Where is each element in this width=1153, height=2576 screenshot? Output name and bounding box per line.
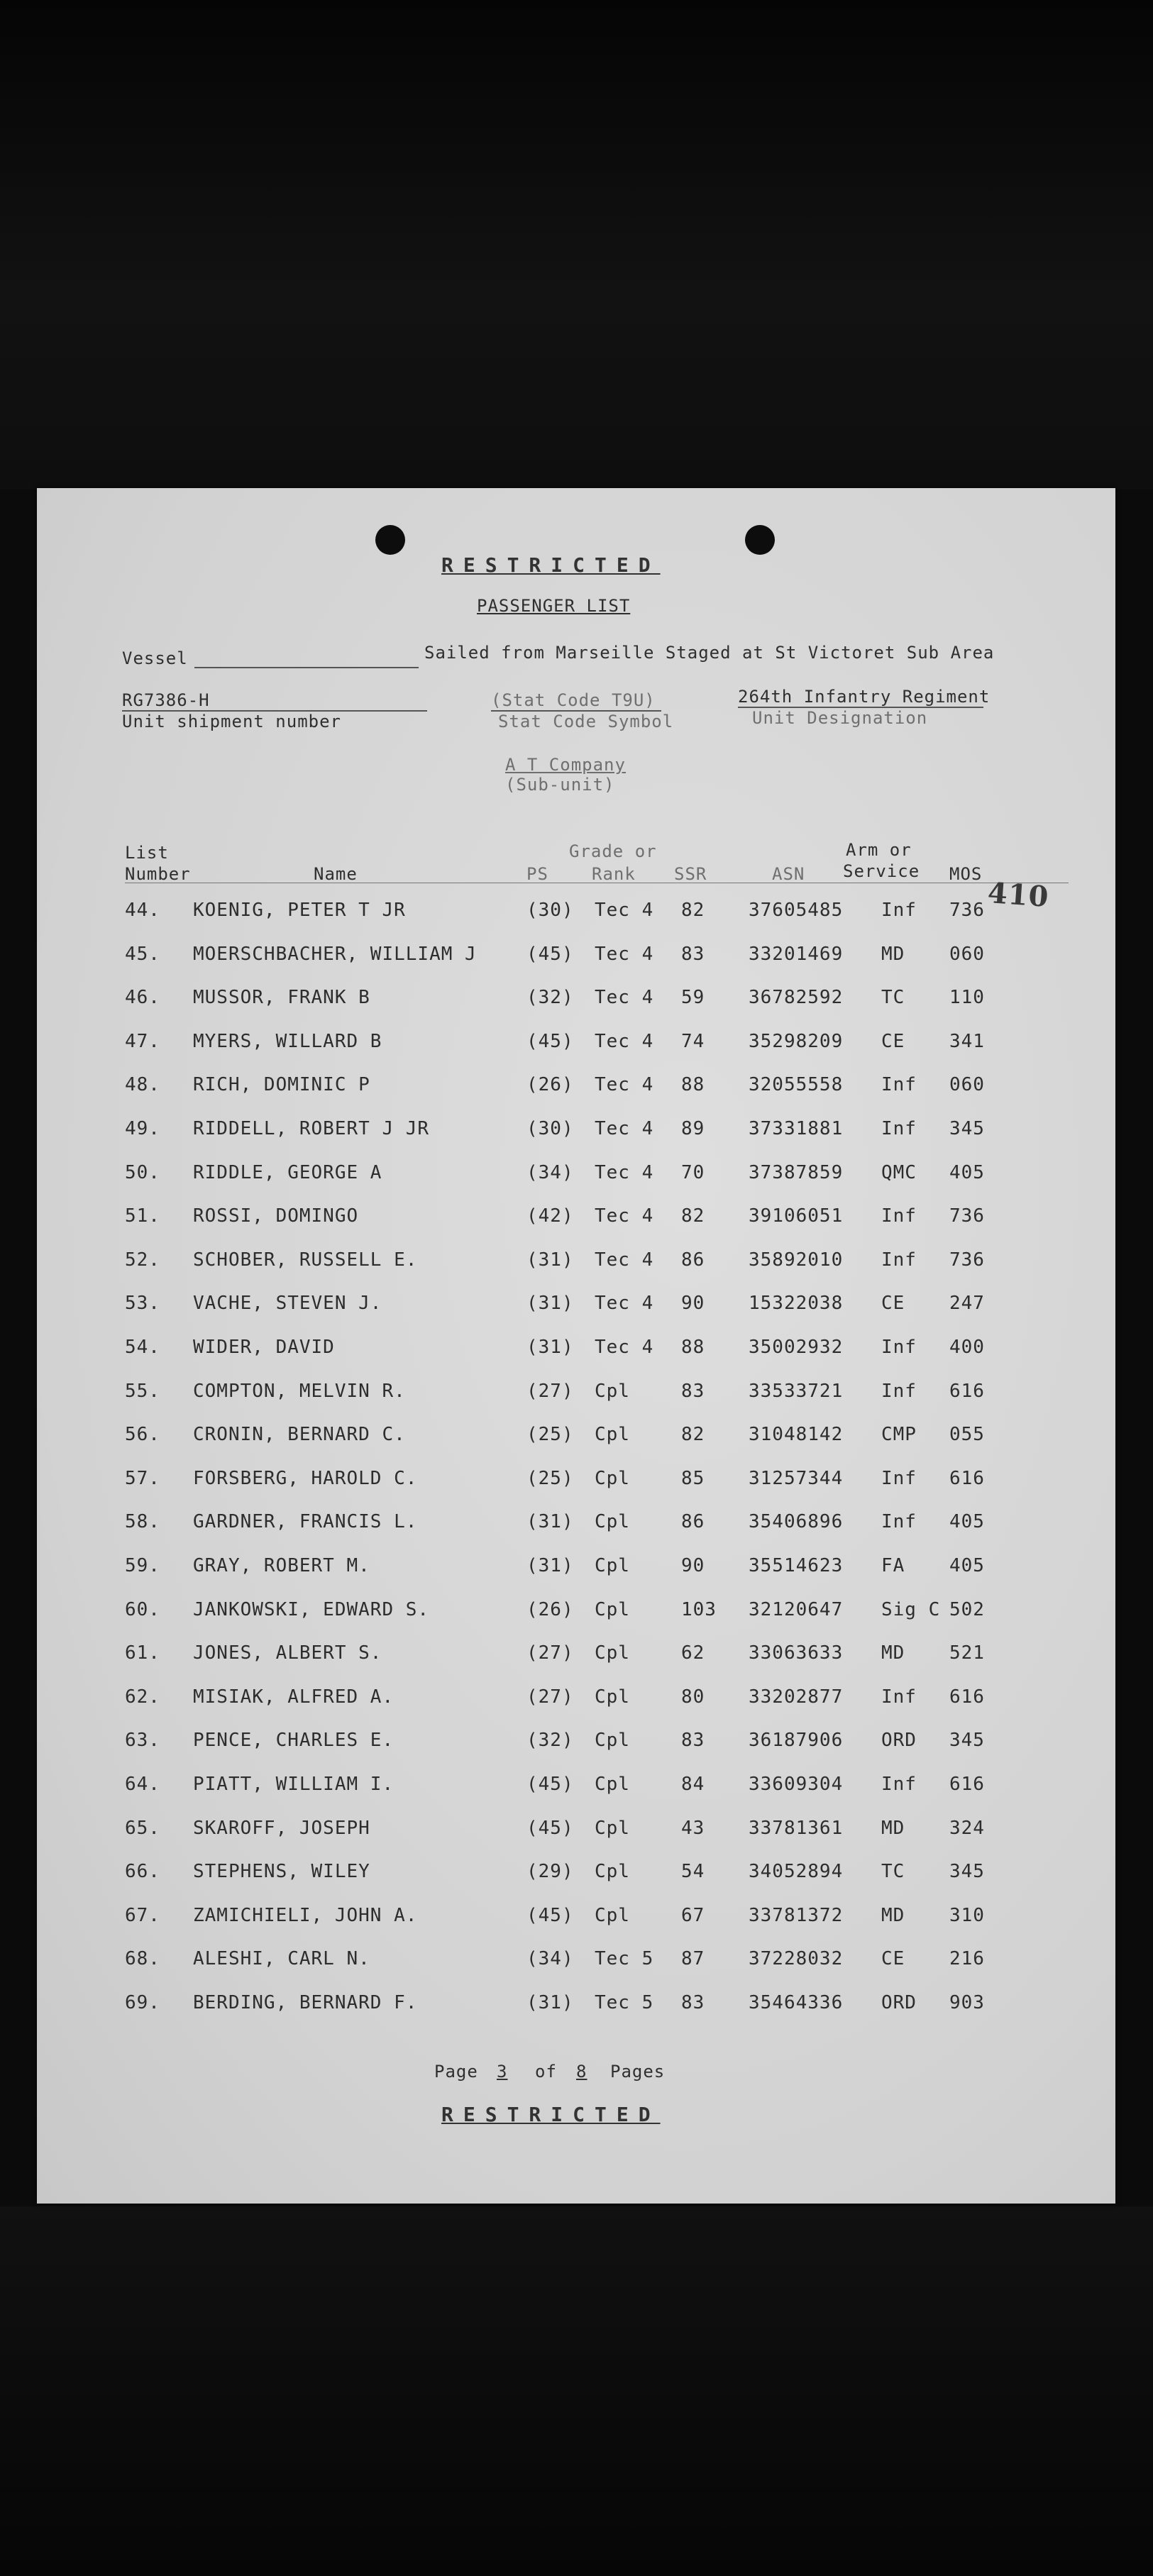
grade-rank: Tec 4 bbox=[595, 1249, 654, 1271]
grade-rank: Cpl bbox=[595, 1686, 630, 1708]
mos-code: 736 bbox=[949, 1205, 985, 1227]
handwritten-page-number: 410 bbox=[986, 876, 1051, 914]
passenger-age: (31) bbox=[526, 1337, 574, 1358]
grade-rank: Cpl bbox=[595, 1817, 630, 1839]
passenger-age: (31) bbox=[526, 1293, 574, 1315]
list-number: 51. bbox=[125, 1205, 160, 1227]
vessel-blank-line bbox=[194, 667, 419, 668]
mos-code: 345 bbox=[949, 1861, 985, 1883]
ssr-code: 85 bbox=[681, 1467, 705, 1489]
passenger-name: PIATT, WILLIAM I. bbox=[193, 1774, 395, 1795]
passenger-name: JANKOWSKI, EDWARD S. bbox=[193, 1598, 430, 1620]
passenger-age: (45) bbox=[526, 1904, 574, 1926]
passenger-age: (34) bbox=[526, 1161, 574, 1183]
grade-rank: Tec 4 bbox=[595, 1074, 654, 1096]
col-asn-header: ASN bbox=[772, 864, 805, 884]
table-row bbox=[37, 1074, 1115, 1118]
arm-service: QMC bbox=[881, 1161, 917, 1183]
ssr-code: 82 bbox=[681, 1424, 705, 1446]
table-row bbox=[37, 1555, 1115, 1599]
ssr-code: 83 bbox=[681, 1992, 705, 2013]
list-number: 55. bbox=[125, 1380, 160, 1402]
ssr-code: 84 bbox=[681, 1774, 705, 1795]
ssr-code: 86 bbox=[681, 1249, 705, 1271]
list-number: 57. bbox=[125, 1467, 160, 1489]
ssr-code: 59 bbox=[681, 987, 705, 1009]
passenger-age: (45) bbox=[526, 943, 574, 965]
table-row bbox=[37, 1249, 1115, 1293]
col-list-header: List bbox=[125, 843, 169, 863]
army-serial-number: 35892010 bbox=[749, 1249, 844, 1271]
mos-code: 736 bbox=[949, 1249, 985, 1271]
army-serial-number: 33609304 bbox=[749, 1774, 844, 1795]
sub-unit-label: (Sub-unit) bbox=[505, 775, 615, 795]
passenger-age: (45) bbox=[526, 1817, 574, 1839]
arm-service: TC bbox=[881, 1861, 905, 1883]
arm-service: Sig C bbox=[881, 1598, 941, 1620]
list-number: 58. bbox=[125, 1511, 160, 1533]
arm-service: MD bbox=[881, 943, 905, 965]
passenger-name: PENCE, CHARLES E. bbox=[193, 1730, 395, 1752]
passenger-name: KOENIG, PETER T JR bbox=[193, 900, 406, 921]
army-serial-number: 32055558 bbox=[749, 1074, 844, 1096]
ssr-code: 89 bbox=[681, 1118, 705, 1139]
mos-code: 055 bbox=[949, 1424, 985, 1446]
army-serial-number: 31048142 bbox=[749, 1424, 844, 1446]
mos-code: 060 bbox=[949, 943, 985, 965]
mos-code: 616 bbox=[949, 1774, 985, 1795]
passenger-name: STEPHENS, WILEY bbox=[193, 1861, 370, 1883]
table-row bbox=[37, 1730, 1115, 1774]
mos-code: 736 bbox=[949, 900, 985, 921]
ssr-code: 82 bbox=[681, 1205, 705, 1227]
ssr-code: 90 bbox=[681, 1555, 705, 1576]
passenger-name: ALESHI, CARL N. bbox=[193, 1948, 370, 1970]
document-sheet bbox=[37, 488, 1115, 2204]
film-margin-top bbox=[0, 0, 1153, 490]
passenger-age: (27) bbox=[526, 1642, 574, 1664]
mos-code: 341 bbox=[949, 1030, 985, 1052]
table-row bbox=[37, 1118, 1115, 1162]
grade-rank: Tec 4 bbox=[595, 1293, 654, 1315]
ssr-code: 43 bbox=[681, 1817, 705, 1839]
passenger-name: WIDER, DAVID bbox=[193, 1337, 335, 1358]
army-serial-number: 37331881 bbox=[749, 1118, 844, 1139]
grade-rank: Tec 4 bbox=[595, 1118, 654, 1139]
mos-code: 310 bbox=[949, 1904, 985, 1926]
passenger-name: FORSBERG, HAROLD C. bbox=[193, 1467, 418, 1489]
passenger-name: ZAMICHIELI, JOHN A. bbox=[193, 1904, 418, 1926]
mos-code: 405 bbox=[949, 1555, 985, 1576]
arm-service: Inf bbox=[881, 1511, 917, 1533]
stat-code: (Stat Code T9U) bbox=[491, 690, 656, 710]
col-service-header: Service bbox=[843, 861, 920, 881]
col-ps-header: PS bbox=[526, 864, 548, 884]
table-row bbox=[37, 1686, 1115, 1730]
ssr-code: 67 bbox=[681, 1904, 705, 1926]
passenger-name: CRONIN, BERNARD C. bbox=[193, 1424, 406, 1446]
ssr-code: 70 bbox=[681, 1161, 705, 1183]
table-row bbox=[37, 1424, 1115, 1468]
army-serial-number: 15322038 bbox=[749, 1293, 844, 1315]
list-number: 63. bbox=[125, 1730, 160, 1752]
passenger-name: RIDDLE, GEORGE A bbox=[193, 1161, 382, 1183]
mos-code: 616 bbox=[949, 1467, 985, 1489]
list-number: 50. bbox=[125, 1161, 160, 1183]
grade-rank: Tec 5 bbox=[595, 1948, 654, 1970]
passenger-age: (25) bbox=[526, 1467, 574, 1489]
mos-code: 060 bbox=[949, 1074, 985, 1096]
mos-code: 616 bbox=[949, 1380, 985, 1402]
list-number: 67. bbox=[125, 1904, 160, 1926]
col-arm-or-header: Arm or bbox=[846, 840, 912, 860]
ssr-code: 90 bbox=[681, 1293, 705, 1315]
col-rank-header: Rank bbox=[592, 864, 636, 884]
list-number: 56. bbox=[125, 1424, 160, 1446]
army-serial-number: 31257344 bbox=[749, 1467, 844, 1489]
ssr-code: 82 bbox=[681, 900, 705, 921]
list-number: 66. bbox=[125, 1861, 160, 1883]
arm-service: MD bbox=[881, 1642, 905, 1664]
arm-service: FA bbox=[881, 1555, 905, 1576]
passenger-name: GARDNER, FRANCIS L. bbox=[193, 1511, 418, 1533]
ssr-code: 62 bbox=[681, 1642, 705, 1664]
mos-code: 405 bbox=[949, 1511, 985, 1533]
ssr-code: 88 bbox=[681, 1074, 705, 1096]
army-serial-number: 32120647 bbox=[749, 1598, 844, 1620]
list-number: 48. bbox=[125, 1074, 160, 1096]
passenger-name: GRAY, ROBERT M. bbox=[193, 1555, 370, 1576]
passenger-name: COMPTON, MELVIN R. bbox=[193, 1380, 406, 1402]
ssr-code: 88 bbox=[681, 1337, 705, 1358]
passenger-age: (31) bbox=[526, 1992, 574, 2013]
table-row bbox=[37, 1992, 1115, 2036]
grade-rank: Cpl bbox=[595, 1598, 630, 1620]
stat-code-label: Stat Code Symbol bbox=[498, 712, 674, 731]
passenger-name: SCHOBER, RUSSELL E. bbox=[193, 1249, 418, 1271]
passenger-age: (26) bbox=[526, 1074, 574, 1096]
army-serial-number: 37228032 bbox=[749, 1948, 844, 1970]
unit-designation-label: Unit Designation bbox=[752, 708, 928, 728]
ssr-code: 103 bbox=[681, 1598, 717, 1620]
ssr-code: 83 bbox=[681, 943, 705, 965]
passenger-name: MUSSOR, FRANK B bbox=[193, 987, 370, 1009]
passenger-age: (31) bbox=[526, 1511, 574, 1533]
army-serial-number: 33781361 bbox=[749, 1817, 844, 1839]
passenger-name: RICH, DOMINIC P bbox=[193, 1074, 370, 1096]
vessel-label: Vessel bbox=[122, 648, 188, 668]
total-pages: 8 bbox=[576, 2062, 587, 2082]
army-serial-number: 34052894 bbox=[749, 1861, 844, 1883]
list-number: 60. bbox=[125, 1598, 160, 1620]
grade-rank: Tec 4 bbox=[595, 1030, 654, 1052]
table-row bbox=[37, 944, 1115, 988]
table-row bbox=[37, 1468, 1115, 1512]
list-number: 53. bbox=[125, 1293, 160, 1315]
arm-service: TC bbox=[881, 987, 905, 1009]
table-row bbox=[37, 1861, 1115, 1905]
passenger-name: SKAROFF, JOSEPH bbox=[193, 1817, 370, 1839]
grade-rank: Cpl bbox=[595, 1555, 630, 1576]
arm-service: Inf bbox=[881, 1205, 917, 1227]
ssr-code: 74 bbox=[681, 1030, 705, 1052]
army-serial-number: 33533721 bbox=[749, 1380, 844, 1402]
table-row bbox=[37, 1205, 1115, 1249]
list-number: 44. bbox=[125, 900, 160, 921]
table-row bbox=[37, 1381, 1115, 1425]
passenger-age: (29) bbox=[526, 1861, 574, 1883]
table-row bbox=[37, 900, 1115, 944]
mos-code: 521 bbox=[949, 1642, 985, 1664]
table-row bbox=[37, 1948, 1115, 1992]
ssr-code: 54 bbox=[681, 1861, 705, 1883]
mos-code: 345 bbox=[949, 1118, 985, 1139]
grade-rank: Cpl bbox=[595, 1511, 630, 1533]
grade-rank: Cpl bbox=[595, 1642, 630, 1664]
arm-service: Inf bbox=[881, 1337, 917, 1358]
army-serial-number: 33202877 bbox=[749, 1686, 844, 1708]
army-serial-number: 33063633 bbox=[749, 1642, 844, 1664]
classification-header: RESTRICTED bbox=[441, 553, 661, 577]
passenger-age: (32) bbox=[526, 987, 574, 1009]
classification-footer: RESTRICTED bbox=[441, 2103, 661, 2126]
arm-service: MD bbox=[881, 1904, 905, 1926]
mos-code: 110 bbox=[949, 987, 985, 1009]
shipment-label: Unit shipment number bbox=[122, 712, 341, 731]
grade-rank: Tec 4 bbox=[595, 1205, 654, 1227]
passenger-age: (26) bbox=[526, 1598, 574, 1620]
pages-label: Pages bbox=[610, 2062, 666, 2082]
list-number: 59. bbox=[125, 1555, 160, 1576]
army-serial-number: 36782592 bbox=[749, 987, 844, 1009]
army-serial-number: 35298209 bbox=[749, 1030, 844, 1052]
passenger-name: VACHE, STEVEN J. bbox=[193, 1293, 382, 1315]
grade-rank: Tec 5 bbox=[595, 1992, 654, 2013]
list-number: 46. bbox=[125, 987, 160, 1009]
list-number: 54. bbox=[125, 1337, 160, 1358]
arm-service: CMP bbox=[881, 1424, 917, 1446]
passenger-age: (27) bbox=[526, 1686, 574, 1708]
mos-code: 405 bbox=[949, 1161, 985, 1183]
mos-code: 502 bbox=[949, 1598, 985, 1620]
mos-code: 247 bbox=[949, 1293, 985, 1315]
sailed-from-text: Sailed from Marseille Staged at St Victoret Sub Area bbox=[424, 643, 995, 663]
grade-rank: Cpl bbox=[595, 1774, 630, 1795]
army-serial-number: 35464336 bbox=[749, 1992, 844, 2013]
grade-rank: Tec 4 bbox=[595, 943, 654, 965]
col-grade-or-header: Grade or bbox=[569, 841, 657, 861]
passenger-age: (30) bbox=[526, 1118, 574, 1139]
passenger-name: RIDDELL, ROBERT J JR bbox=[193, 1118, 430, 1139]
table-row bbox=[37, 1511, 1115, 1555]
arm-service: CE bbox=[881, 1030, 905, 1052]
list-number: 68. bbox=[125, 1948, 160, 1970]
grade-rank: Tec 4 bbox=[595, 1337, 654, 1358]
list-number: 52. bbox=[125, 1249, 160, 1271]
passenger-age: (45) bbox=[526, 1774, 574, 1795]
passenger-age: (31) bbox=[526, 1249, 574, 1271]
mos-code: 216 bbox=[949, 1948, 985, 1970]
arm-service: Inf bbox=[881, 1467, 917, 1489]
army-serial-number: 37387859 bbox=[749, 1161, 844, 1183]
grade-rank: Cpl bbox=[595, 1424, 630, 1446]
grade-rank: Tec 4 bbox=[595, 987, 654, 1009]
arm-service: Inf bbox=[881, 1774, 917, 1795]
table-row bbox=[37, 1293, 1115, 1337]
document-title: PASSENGER LIST bbox=[477, 596, 631, 616]
table-row bbox=[37, 1031, 1115, 1075]
passenger-age: (42) bbox=[526, 1205, 574, 1227]
arm-service: Inf bbox=[881, 900, 917, 921]
army-serial-number: 33201469 bbox=[749, 943, 844, 965]
ssr-code: 83 bbox=[681, 1380, 705, 1402]
ssr-code: 80 bbox=[681, 1686, 705, 1708]
passenger-age: (31) bbox=[526, 1555, 574, 1576]
passenger-name: MYERS, WILLARD B bbox=[193, 1030, 382, 1052]
mos-code: 324 bbox=[949, 1817, 985, 1839]
passenger-age: (27) bbox=[526, 1380, 574, 1402]
army-serial-number: 35514623 bbox=[749, 1555, 844, 1576]
sub-unit: A T Company bbox=[505, 755, 626, 775]
arm-service: Inf bbox=[881, 1249, 917, 1271]
table-row bbox=[37, 987, 1115, 1031]
ssr-code: 86 bbox=[681, 1511, 705, 1533]
page-number: 3 bbox=[497, 2062, 508, 2082]
army-serial-number: 39106051 bbox=[749, 1205, 844, 1227]
passenger-age: (34) bbox=[526, 1948, 574, 1970]
army-serial-number: 35406896 bbox=[749, 1511, 844, 1533]
table-row bbox=[37, 1905, 1115, 1949]
arm-service: Inf bbox=[881, 1686, 917, 1708]
mos-code: 903 bbox=[949, 1992, 985, 2013]
table-row bbox=[37, 1818, 1115, 1862]
grade-rank: Cpl bbox=[595, 1380, 630, 1402]
passenger-name: MOERSCHBACHER, WILLIAM J bbox=[193, 943, 477, 965]
punch-hole-icon bbox=[745, 525, 775, 555]
film-margin-bottom bbox=[0, 2206, 1153, 2576]
passenger-age: (30) bbox=[526, 900, 574, 921]
arm-service: Inf bbox=[881, 1380, 917, 1402]
list-number: 64. bbox=[125, 1774, 160, 1795]
army-serial-number: 37605485 bbox=[749, 900, 844, 921]
arm-service: Inf bbox=[881, 1074, 917, 1096]
of-label: of bbox=[535, 2062, 557, 2082]
table-row bbox=[37, 1642, 1115, 1686]
army-serial-number: 33781372 bbox=[749, 1904, 844, 1926]
grade-rank: Tec 4 bbox=[595, 900, 654, 921]
table-row bbox=[37, 1337, 1115, 1381]
shipment-number: RG7386-H bbox=[122, 690, 210, 710]
passenger-name: BERDING, BERNARD F. bbox=[193, 1992, 418, 2013]
army-serial-number: 35002932 bbox=[749, 1337, 844, 1358]
arm-service: MD bbox=[881, 1817, 905, 1839]
punch-hole-icon bbox=[375, 525, 405, 555]
mos-code: 616 bbox=[949, 1686, 985, 1708]
passenger-age: (25) bbox=[526, 1424, 574, 1446]
col-mos-header: MOS bbox=[949, 864, 983, 884]
list-number: 69. bbox=[125, 1992, 160, 2013]
table-row bbox=[37, 1599, 1115, 1643]
unit-designation: 264th Infantry Regiment bbox=[738, 687, 991, 707]
list-number: 47. bbox=[125, 1030, 160, 1052]
mos-code: 345 bbox=[949, 1730, 985, 1752]
grade-rank: Cpl bbox=[595, 1861, 630, 1883]
grade-rank: Cpl bbox=[595, 1904, 630, 1926]
passenger-name: MISIAK, ALFRED A. bbox=[193, 1686, 395, 1708]
col-number-header: Number bbox=[125, 864, 191, 884]
arm-service: Inf bbox=[881, 1118, 917, 1139]
arm-service: CE bbox=[881, 1293, 905, 1315]
list-number: 65. bbox=[125, 1817, 160, 1839]
ssr-code: 83 bbox=[681, 1730, 705, 1752]
ssr-code: 87 bbox=[681, 1948, 705, 1970]
passenger-name: JONES, ALBERT S. bbox=[193, 1642, 382, 1664]
arm-service: ORD bbox=[881, 1730, 917, 1752]
grade-rank: Cpl bbox=[595, 1730, 630, 1752]
list-number: 62. bbox=[125, 1686, 160, 1708]
list-number: 49. bbox=[125, 1118, 160, 1139]
grade-rank: Cpl bbox=[595, 1467, 630, 1489]
mos-code: 400 bbox=[949, 1337, 985, 1358]
table-row bbox=[37, 1774, 1115, 1818]
table-row bbox=[37, 1162, 1115, 1206]
arm-service: ORD bbox=[881, 1992, 917, 2013]
page-label: Page bbox=[434, 2062, 478, 2082]
passenger-name: ROSSI, DOMINGO bbox=[193, 1205, 359, 1227]
list-number: 61. bbox=[125, 1642, 160, 1664]
col-ssr-header: SSR bbox=[674, 864, 707, 884]
passenger-age: (45) bbox=[526, 1030, 574, 1052]
passenger-age: (32) bbox=[526, 1730, 574, 1752]
grade-rank: Tec 4 bbox=[595, 1161, 654, 1183]
list-number: 45. bbox=[125, 943, 160, 965]
col-name-header: Name bbox=[314, 864, 358, 884]
army-serial-number: 36187906 bbox=[749, 1730, 844, 1752]
arm-service: CE bbox=[881, 1948, 905, 1970]
